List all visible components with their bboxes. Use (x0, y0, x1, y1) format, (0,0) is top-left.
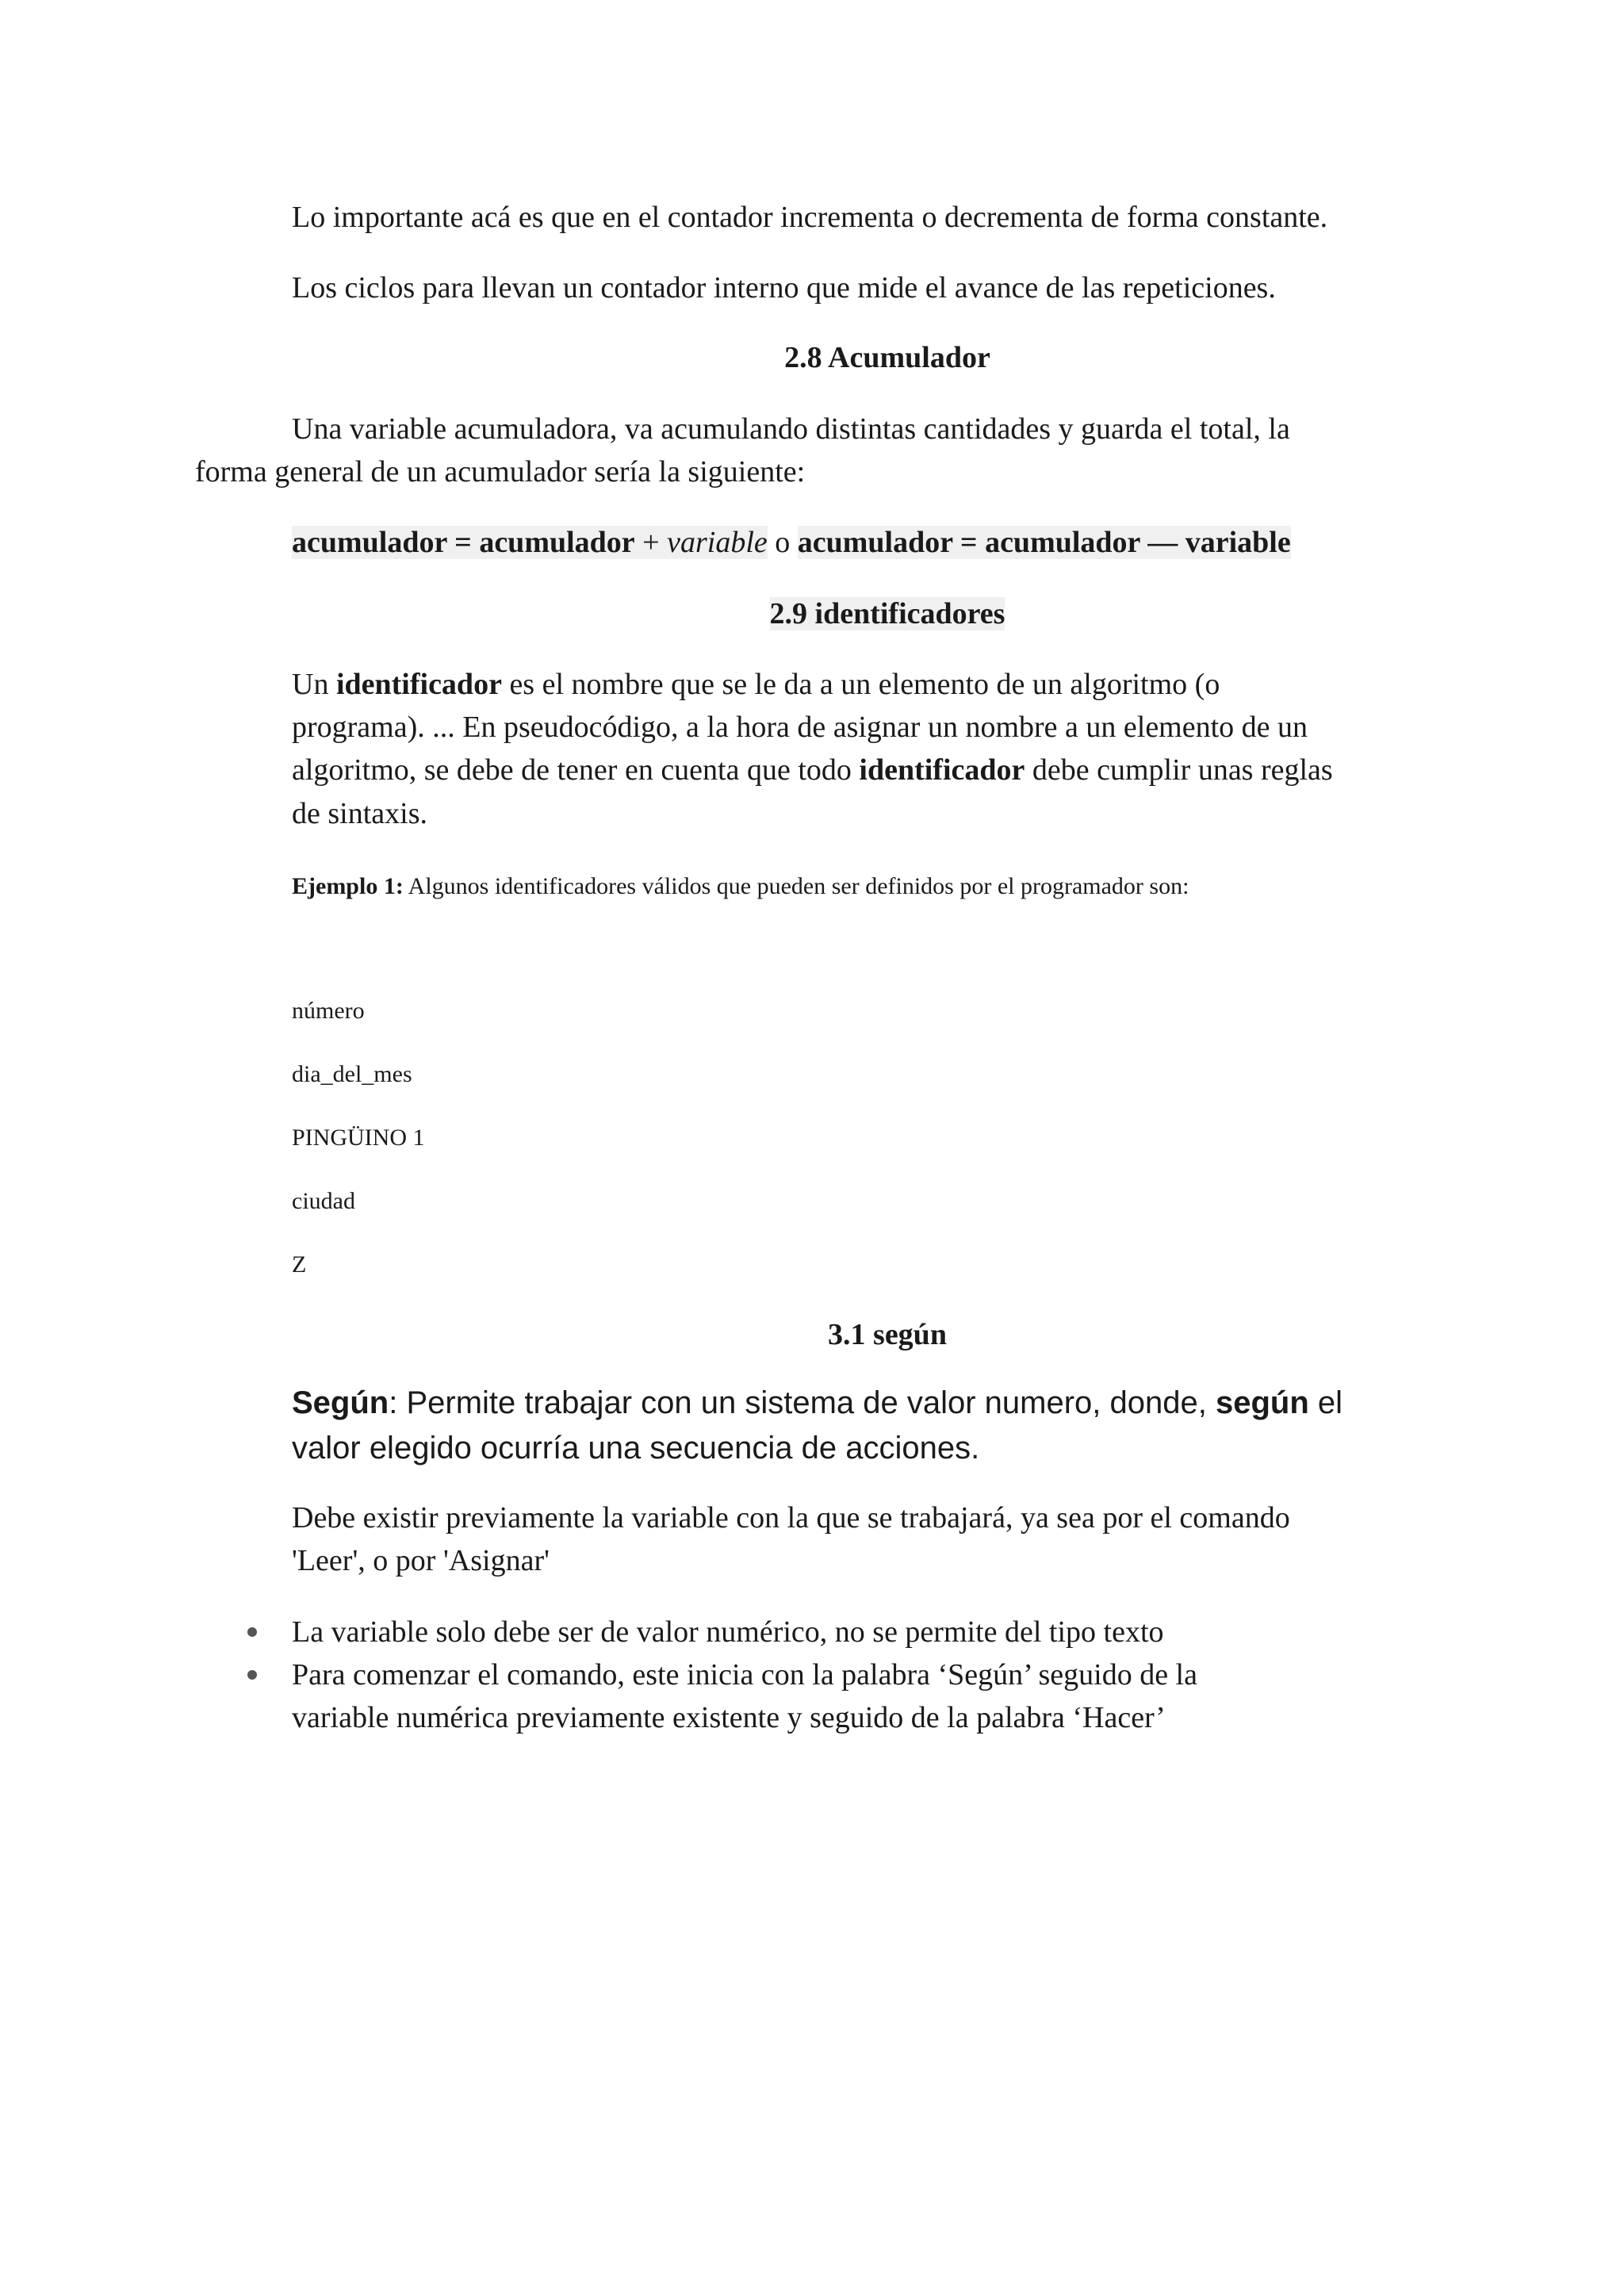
identificadores-line-4: de sintaxis. (292, 797, 427, 830)
segun-para-line-1: Debe existir previamente la variable con la que se trabajará, ya sea por el comando (292, 1501, 1290, 1534)
acumulador-line-2: forma general de un acumulador sería la siguiente: (195, 455, 806, 489)
segun-bold-2: según (1216, 1385, 1309, 1420)
heading-identificadores (0, 592, 1624, 635)
identificadores-line-3 (292, 749, 1333, 791)
segun-bullet-1: La variable solo debe ser de valor numérico, no se permite del tipo texto (292, 1615, 1164, 1649)
bullet-dot-icon (247, 1670, 257, 1680)
segun-bullet-2-continued: variable numérica previamente existente y seguido de la palabra ‘Hacer’ (292, 1701, 1166, 1734)
example-line (292, 871, 1189, 902)
l3-pre: algoritmo, se debe de tener en cuenta que todo (292, 753, 860, 787)
paragraph-contador: Lo importante acá es que en el contador incrementa o decrementa de forma constante. (292, 201, 1328, 234)
l1-bold: identificador (335, 668, 502, 701)
acumulador-line-1: Una variable acumuladora, va acumulando distintas cantidades y guarda el total, la (292, 412, 1290, 446)
identificadores-line-2: programa). ... En pseudocódigo, a la hora de asignar un nombre a un elemento de un (292, 711, 1308, 744)
l3-post: debe cumplir unas reglas (1025, 753, 1333, 787)
paragraph-ciclos: Los ciclos para llevan un contador interno que mide el avance de las repeticiones. (292, 271, 1276, 305)
segun-intro-line-2: valor elegido ocurría una secuencia de acciones. (292, 1431, 980, 1466)
identificadores-line-1 (292, 663, 1220, 706)
formula-plus: + (634, 526, 668, 559)
segun-intro-end: el (1308, 1385, 1343, 1420)
l3-bold: identificador (859, 753, 1025, 787)
example-item: Z (292, 1251, 307, 1278)
example-text: Algunos identificadores válidos que pueden ser definidos por el programador son: (403, 873, 1189, 899)
heading-acumulador: 2.8 Acumulador (784, 341, 990, 374)
formula-difference: acumulador = acumulador — variable (797, 526, 1291, 559)
formula-sum-lhs: acumulador = acumulador (292, 526, 635, 559)
acumulador-formula (292, 521, 1291, 564)
segun-bold-1: Según (292, 1385, 389, 1420)
heading-segun: 3.1 según (828, 1318, 947, 1351)
segun-intro-mid: : Permite trabajar con un sistema de valor numero, donde, (389, 1385, 1216, 1420)
formula-connector: o (767, 526, 798, 559)
example-item: PINGÜINO 1 (292, 1125, 425, 1151)
example-item: dia_del_mes (292, 1061, 412, 1087)
l1-post: es el nombre que se le da a un elemento de un algoritmo (o (501, 668, 1220, 701)
l1-pre: Un (292, 668, 336, 701)
segun-intro-line-1 (292, 1380, 1342, 1426)
heading-identificadores-text: 2.9 identificadores (769, 597, 1005, 630)
example-item: número (292, 998, 365, 1024)
example-label: Ejemplo 1: (292, 873, 404, 899)
formula-variable: variable (667, 526, 768, 559)
example-item: ciudad (292, 1188, 355, 1214)
segun-bullet-2: Para comenzar el comando, este inicia con la palabra ‘Según’ seguido de la (292, 1658, 1197, 1692)
segun-para-line-2: 'Leer', o por 'Asignar' (292, 1544, 550, 1577)
bullet-dot-icon (247, 1627, 257, 1637)
